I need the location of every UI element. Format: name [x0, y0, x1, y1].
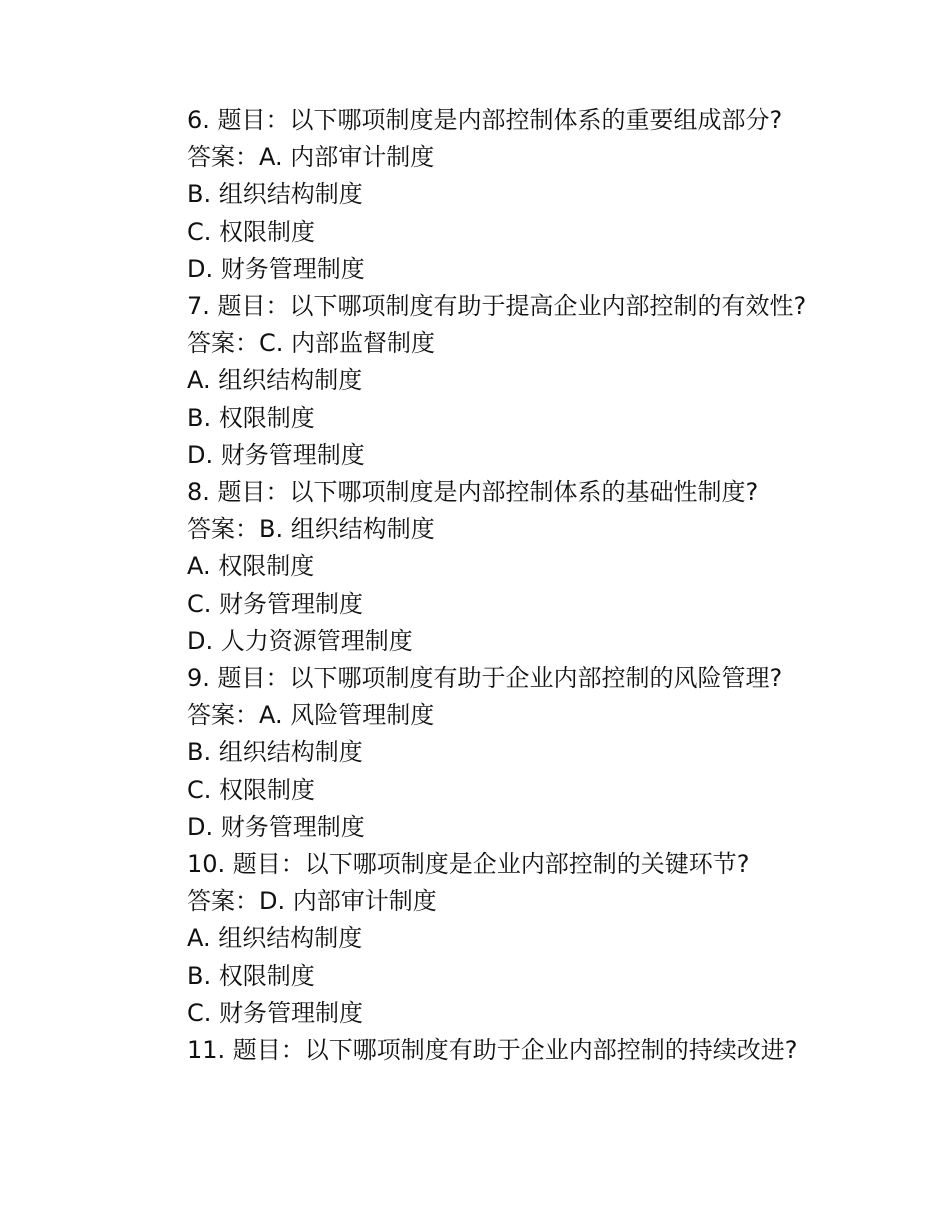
option-line: B. 权限制度: [187, 961, 315, 990]
answer-line: 答案：A. 内部审计制度: [187, 143, 435, 172]
answer-line: 答案：A. 风险管理制度: [187, 701, 435, 730]
option-line: C. 权限制度: [187, 775, 316, 804]
question-title: 11. 题目：以下哪项制度有助于企业内部控制的持续改进?: [187, 1036, 798, 1065]
option-line: A. 组织结构制度: [187, 924, 363, 953]
document-page: [140, 102, 820, 1069]
option-line: D. 人力资源管理制度: [187, 626, 413, 655]
question-title: 10. 题目：以下哪项制度是企业内部控制的关键环节?: [187, 850, 750, 879]
option-line: C. 财务管理制度: [187, 589, 364, 618]
answer-line: 答案：B. 组织结构制度: [187, 515, 435, 544]
option-line: C. 权限制度: [187, 217, 316, 246]
option-line: C. 财务管理制度: [187, 998, 364, 1027]
question-title: 9. 题目：以下哪项制度有助于企业内部控制的风险管理?: [187, 664, 783, 693]
option-line: D. 财务管理制度: [187, 440, 365, 469]
option-line: B. 权限制度: [187, 403, 315, 432]
option-line: A. 组织结构制度: [187, 366, 363, 395]
question-title: 6. 题目：以下哪项制度是内部控制体系的重要组成部分?: [187, 106, 783, 134]
question-title: 7. 题目：以下哪项制度有助于提高企业内部控制的有效性?: [187, 292, 807, 321]
option-line: A. 权限制度: [187, 552, 315, 581]
option-line: B. 组织结构制度: [187, 738, 363, 767]
option-line: B. 组织结构制度: [187, 180, 363, 209]
option-line: D. 财务管理制度: [187, 812, 365, 841]
answer-line: 答案：C. 内部监督制度: [187, 329, 436, 358]
answer-line: 答案：D. 内部审计制度: [187, 887, 437, 916]
option-line: D. 财务管理制度: [187, 254, 365, 283]
question-title: 8. 题目：以下哪项制度是内部控制体系的基础性制度?: [187, 478, 759, 507]
